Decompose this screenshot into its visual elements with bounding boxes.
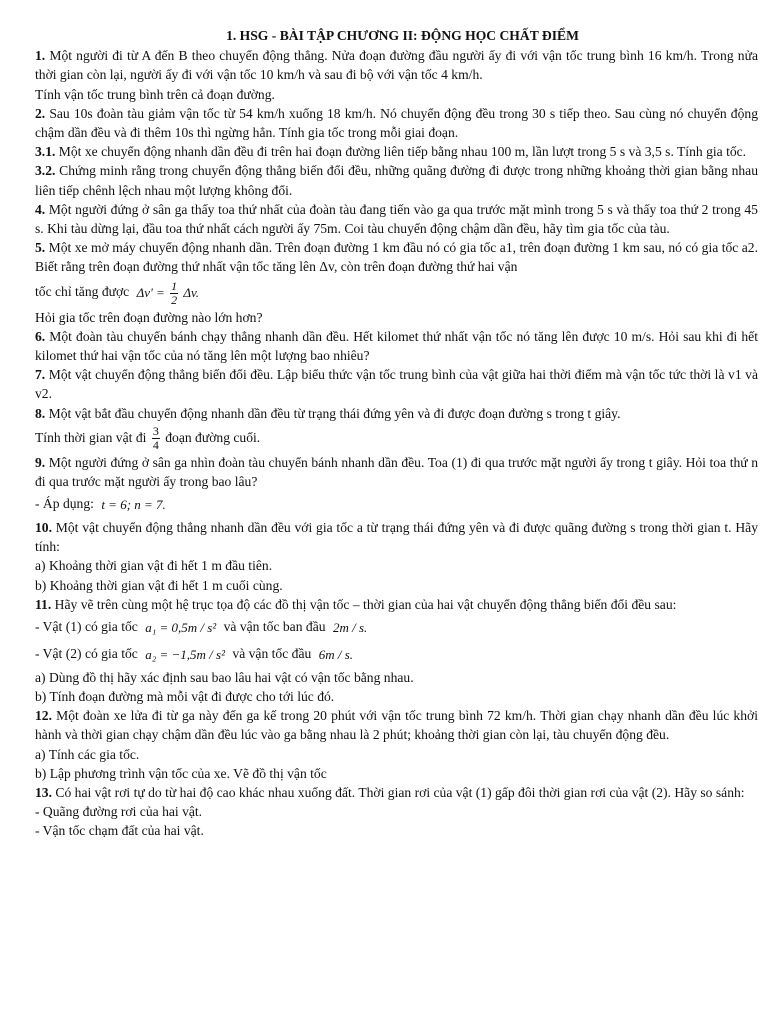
problem-1 [35, 46, 758, 84]
problem-11-b: b) Tính đoạn đường mà mỗi vật đi được cho tới lúc đó. [35, 688, 335, 704]
problem-text: Một vật bắt đầu chuyển động nhanh dần đều từ trạng thái đứng yên và đi được đoạn đường s trong t giây. [48, 405, 621, 421]
object-mid: và vận tốc ban đầu [223, 619, 326, 635]
problem-10-a: a) Khoảng thời gian vật đi hết 1 m đầu tiên. [35, 558, 273, 574]
problem-7 [35, 365, 758, 403]
problem-text: Một xe mở máy chuyển động nhanh dần. Trên đoạn đường 1 km đầu nó có gia tốc a1, trên đoạn đường 1 km sau, nó có gia tốc a2. Biết rằng trên đoạn đường thứ nhất vận tốc tăng lên Δv, còn trên đoạn đường thứ hai vận [35, 240, 758, 275]
formula-left: Δv' = [136, 284, 165, 300]
problem-text: Một đoàn xe lửa đi từ ga này đến ga kế trong 20 phút với vận tốc trung bình 72 km/h. Thời gian chạy nhanh dần đều lúc khởi hành và thời gian chạy chậm dần đều lúc vào ga bằng nhau là 2 phút; khoảng thời gian còn lại, tàu chuyển động đều. [35, 708, 758, 743]
problem-6 [35, 327, 758, 365]
problem-number: 13. [35, 785, 52, 800]
problem-5-formula-line [35, 277, 758, 308]
acceleration-formula: a₁ = 0,5m / s² [145, 619, 217, 635]
problem-13 [35, 783, 758, 802]
velocity-value: 2m / s. [332, 619, 368, 635]
problem-11-a: a) Dùng đồ thị hãy xác định sau bao lâu hai vật có vận tốc bằng nhau. [35, 669, 414, 685]
problem-text: Chứng minh rằng trong chuyển động thẳng biến đổi đều, những quãng đường đi được trong những khoảng thời gian bằng nhau liên tiếp chênh lệch nhau một lượng không đổi. [35, 163, 758, 198]
fraction-numerator: 3 [152, 424, 159, 439]
fraction-denominator: 2 [171, 293, 178, 308]
problem-number: 5. [35, 240, 46, 256]
problem-number: 3.2. [35, 163, 56, 179]
problem-11-object-2 [35, 641, 758, 668]
apply-formula: t = 6; n = 7. [101, 497, 166, 513]
problem-8 [35, 404, 758, 423]
problem-text: đoạn đường cuối. [165, 429, 261, 445]
problem-10-b: b) Khoảng thời gian vật đi hết 1 m cuối cùng. [35, 577, 283, 593]
problem-text: Một đoàn tàu chuyển bánh chạy thẳng nhanh dần đều. Hết kilomet thứ nhất vận tốc nó tăng lên được 10 m/s. Hỏi sau khi đi hết kilomet thứ hai vận tốc của nó tăng lên một lượng bao nhiêu? [35, 328, 758, 363]
problem-2 [35, 104, 758, 142]
problem-number: 8. [35, 405, 46, 421]
problem-number: 2. [35, 105, 46, 121]
problem-text: Một xe chuyển động nhanh dần đều đi trên hai đoạn đường liên tiếp bằng nhau 100 m, lần lượt trong 5 s và 3,5 s. Tính gia tốc. [58, 144, 747, 160]
problem-8-fraction-line [35, 423, 758, 453]
problem-text: Một người đứng ở sân ga nhìn đoàn tàu chuyển bánh nhanh dần đều. Toa (1) đi qua trước mặt người ấy trong t giây. Hỏi toa thứ n đi qua trước mặt người ấy trong bao lâu? [35, 454, 759, 489]
fraction-three-quarters [152, 425, 160, 452]
problem-text: tốc chỉ tăng được [35, 283, 130, 299]
velocity-value: 6m / s. [318, 646, 353, 662]
problem-number: 1. [35, 48, 46, 64]
problem-5 [35, 238, 758, 276]
problem-number: 11. [35, 596, 52, 612]
problem-3-1 [35, 142, 758, 161]
fraction-numerator: 1 [171, 279, 178, 294]
problem-text: Một vật chuyển động thẳng nhanh dần đều với gia tốc a từ trạng thái đứng yên và đi được quãng đường s trong thời gian t. Hãy tính: [35, 520, 758, 555]
acceleration-formula: a₂ = −1,5m / s² [145, 646, 225, 662]
problem-11 [35, 595, 758, 614]
apply-label: - Áp dụng: [35, 496, 94, 512]
problem-text: Sau 10s đoàn tàu giảm vận tốc từ 54 km/h xuống 18 km/h. Nó chuyển động đều trong 30 s tiếp theo. Sau cùng nó chuyển động chậm dần đều và đi thêm 10s thì ngừng hẳn. Tính gia tốc trong mỗi giai đoạn. [35, 105, 758, 141]
fraction-one-half [170, 280, 178, 307]
problem-text: Có hai vật rơi tự do từ hai độ cao khác nhau xuống đất. Thời gian rơi của vật (1) gấp đôi thời gian rơi của vật (2). Hãy so sánh: [55, 785, 745, 800]
problem-number: 12. [35, 708, 52, 724]
problem-number: 9. [35, 454, 46, 470]
object-label: - Vật (1) có gia tốc [35, 619, 138, 635]
problem-1-question: Tính vận tốc trung bình trên cả đoạn đường. [35, 86, 275, 102]
object-mid: và vận tốc đầu [232, 645, 312, 661]
problem-number: 6. [35, 328, 46, 344]
problem-number: 4. [35, 201, 46, 217]
problem-12 [35, 706, 758, 744]
problem-4 [35, 200, 758, 238]
problem-text: Một người đi từ A đến B theo chuyển động thẳng. Nửa đoạn đường đầu người ấy đi với vận tốc trung bình 16 km/h. Trong nửa thời gian còn lại, người ấy đi với vận tốc 10 km/h và sau đi bộ với vận tốc 4 km/h. [35, 48, 758, 83]
problem-3-2 [35, 161, 758, 199]
problem-text: Một vật chuyển động thẳng biến đổi đều. Lập biểu thức vận tốc trung bình của vật giữa hai thời điểm mà vận tốc tức thời là v1 và v2. [35, 367, 759, 402]
fraction-denominator: 4 [152, 438, 159, 453]
problem-13-a: - Quãng đường rơi của hai vật. [35, 804, 203, 820]
problem-text: Hãy vẽ trên cùng một hệ trục tọa độ các đồ thị vận tốc – thời gian của hai vật chuyển động thẳng biến đổi đều sau: [54, 596, 677, 612]
problem-9-apply [35, 491, 758, 518]
problem-10 [35, 518, 758, 556]
delta-v-formula [137, 278, 199, 308]
problem-13-b: - Vận tốc chạm đất của hai vật. [35, 823, 204, 839]
page-title: 1. HSG - BÀI TẬP CHƯƠNG II: ĐỘNG HỌC CHẤT ĐIỂM [226, 28, 579, 43]
problem-9 [35, 453, 758, 491]
object-label: - Vật (2) có gia tốc [35, 645, 138, 661]
problem-12-b: b) Lập phương trình vận tốc của xe. Vẽ đồ thị vận tốc [35, 765, 327, 781]
problem-text: Tính thời gian vật đi [35, 429, 147, 445]
problem-number: 3.1. [35, 144, 56, 160]
problem-11-object-1 [35, 614, 758, 641]
problem-text: Một người đứng ở sân ga thấy toa thứ nhất của đoàn tàu đang tiến vào ga qua trước mặt mình trong 5 s và thấy toa thứ 2 trong 45 s. Khi tàu dừng lại, đầu toa thứ nhất cách người ấy 75m. Coi tàu chuyển động chậm dần đều, hãy tìm gia tốc của tàu. [35, 201, 758, 237]
formula-right: Δv. [183, 284, 199, 300]
problem-number: 10. [35, 520, 52, 536]
problem-5-question: Hỏi gia tốc trên đoạn đường nào lớn hơn? [35, 309, 263, 325]
problem-number: 7. [35, 367, 46, 383]
problem-12-a: a) Tính các gia tốc. [35, 746, 140, 762]
